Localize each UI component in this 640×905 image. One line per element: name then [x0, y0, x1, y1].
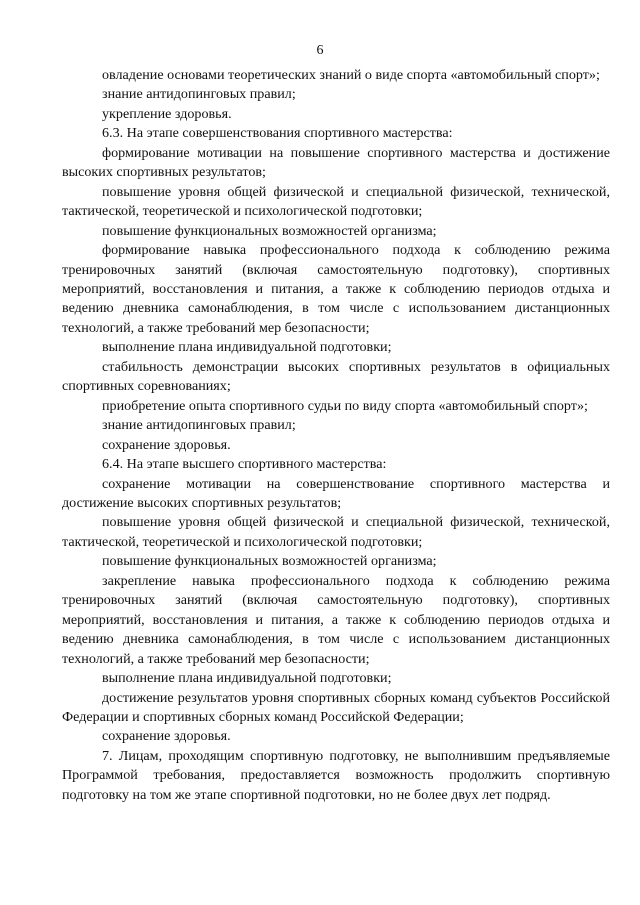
section-heading-6-4: 6.4. На этапе высшего спортивного мастерства: [102, 456, 387, 473]
paragraph: формирование мотивации на повышение спортивного мастерства и достижение высоких спортивных результатов; [62, 144, 610, 181]
paragraph: повышение функциональных возможностей организма; [102, 222, 437, 239]
paragraph: овладение основами теоретических знаний о виде спорта «автомобильный спорт»; [102, 67, 600, 83]
section-paragraph-7: 7. Лицам, проходящим спортивную подготовку, не выполнившим предъявляемые Программой требования, предоставляется возможность продолжить спортивную подготовку на том же этапе спортивной подготовки, но не более двух лет подряд. [62, 747, 610, 803]
paragraph: стабильность демонстрации высоких спортивных результатов в официальных спортивных соревнованиях; [62, 358, 610, 395]
paragraph: знание антидопинговых правил; [102, 417, 296, 434]
paragraph: повышение функциональных возможностей организма; [102, 553, 437, 570]
paragraph: приобретение опыта спортивного судьи по виду спорта «автомобильный спорт»; [102, 397, 588, 414]
paragraph: выполнение плана индивидуальной подготовки; [102, 339, 392, 356]
document-body [62, 66, 610, 805]
paragraph: повышение уровня общей физической и специальной физической, технической, тактической, теоретической и психологической подготовки; [62, 183, 610, 220]
paragraph: укрепление здоровья. [102, 105, 232, 122]
page-number: 6 [316, 43, 324, 58]
paragraph: формирование навыка профессионального подхода к соблюдению режима тренировочных занятий (включая самостоятельную подготовку), спортивных мероприятий, восстановления и питания, а также к соблюдению периодов отдыха и ведению дневника самонаблюдения, в том числе с использованием дистанционных технологий, а также требований мер безопасности; [62, 242, 610, 336]
paragraph: достижение результатов уровня спортивных сборных команд субъектов Российской Федерации и спортивных сборных команд Российской Федерации; [62, 689, 610, 725]
section-heading-6-3: 6.3. На этапе совершенствования спортивного мастерства: [102, 125, 453, 142]
paragraph: сохранение здоровья. [102, 436, 231, 453]
paragraph: сохранение здоровья. [102, 728, 231, 745]
paragraph: выполнение плана индивидуальной подготовки; [102, 670, 392, 687]
paragraph: закрепление навыка профессионального подхода к соблюдению режима тренировочных занятий (включая самостоятельную подготовку), спортивных мероприятий, восстановления и питания, а также к соблюдению периодов отдыха и ведению дневника самонаблюдения, в том числе с использованием дистанционных технологий, а также требований мер безопасности; [62, 572, 610, 667]
paragraph: знание антидопинговых правил; [102, 86, 296, 103]
paragraph: сохранение мотивации на совершенствование спортивного мастерства и достижение высоких спортивных результатов; [62, 475, 610, 511]
paragraph: повышение уровня общей физической и специальной физической, технической, тактической, теоретической и психологической подготовки; [62, 514, 610, 550]
